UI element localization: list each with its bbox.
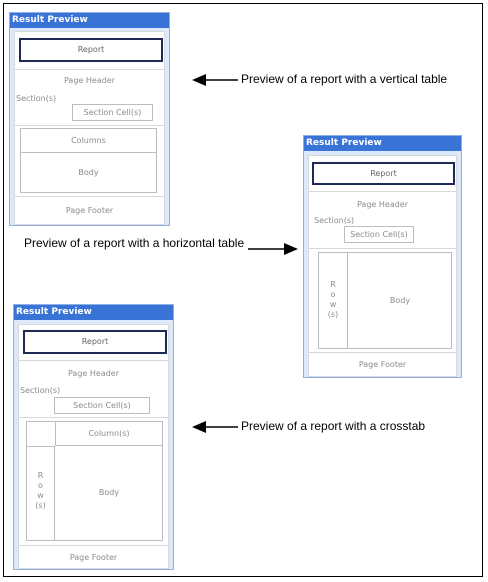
panel-title: Result Preview [14, 305, 173, 320]
panel-title: Result Preview [304, 136, 461, 151]
result-preview-horizontal [303, 135, 462, 378]
separator [15, 69, 164, 70]
panel-title: Result Preview [10, 13, 169, 28]
section-cells-box[interactable]: Section Cell(s) [54, 397, 150, 414]
separator [15, 196, 164, 197]
rows-label: R o w (s) [327, 280, 339, 319]
columns-label: Columns [71, 136, 106, 145]
rows-column [27, 446, 55, 540]
report-button[interactable]: Report [312, 162, 455, 185]
separator [19, 417, 168, 418]
page-footer-label: Page Footer [69, 553, 118, 562]
section-cells-box[interactable]: Section Cell(s) [72, 104, 153, 121]
sections-label: Section(s) [314, 216, 355, 225]
page-header-label: Page Header [63, 76, 116, 85]
caption-vertical: Preview of a report with a vertical table [241, 72, 448, 86]
separator [15, 125, 164, 126]
caption-crosstab: Preview of a report with a crosstab [241, 419, 426, 433]
arrow-left-icon [192, 73, 238, 87]
separator [309, 191, 456, 192]
separator [309, 352, 456, 353]
panel-body [18, 324, 169, 569]
table-box [20, 128, 157, 193]
rows-label: R o w (s) [35, 471, 46, 510]
result-preview-crosstab [13, 304, 174, 570]
body-label: Body [78, 168, 99, 177]
page-header-label: Page Header [356, 200, 409, 209]
body-label: Body [98, 488, 120, 497]
separator [19, 545, 168, 546]
rows-column [319, 253, 348, 348]
panel-body [308, 155, 457, 377]
caption-horizontal: Preview of a report with a horizontal table [24, 236, 245, 250]
page-footer-label: Page Footer [358, 360, 407, 369]
result-preview-vertical [9, 12, 170, 226]
separator [21, 152, 156, 153]
section-cells-box[interactable]: Section Cell(s) [344, 226, 414, 243]
separator [19, 360, 168, 361]
body-label: Body [389, 296, 411, 305]
arrow-right-icon [248, 242, 298, 256]
report-button[interactable]: Report [19, 38, 163, 62]
columns-header [55, 422, 162, 446]
crosstab-box [26, 421, 163, 541]
table-box [318, 252, 452, 349]
columns-label: Column(s) [88, 429, 130, 438]
separator [309, 248, 456, 249]
sections-label: Section(s) [16, 94, 57, 103]
report-button[interactable]: Report [23, 330, 167, 354]
arrow-left-icon [192, 420, 238, 434]
panel-body [14, 31, 165, 225]
sections-label: Section(s) [20, 386, 61, 395]
page-header-label: Page Header [67, 369, 120, 378]
page-footer-label: Page Footer [65, 206, 114, 215]
